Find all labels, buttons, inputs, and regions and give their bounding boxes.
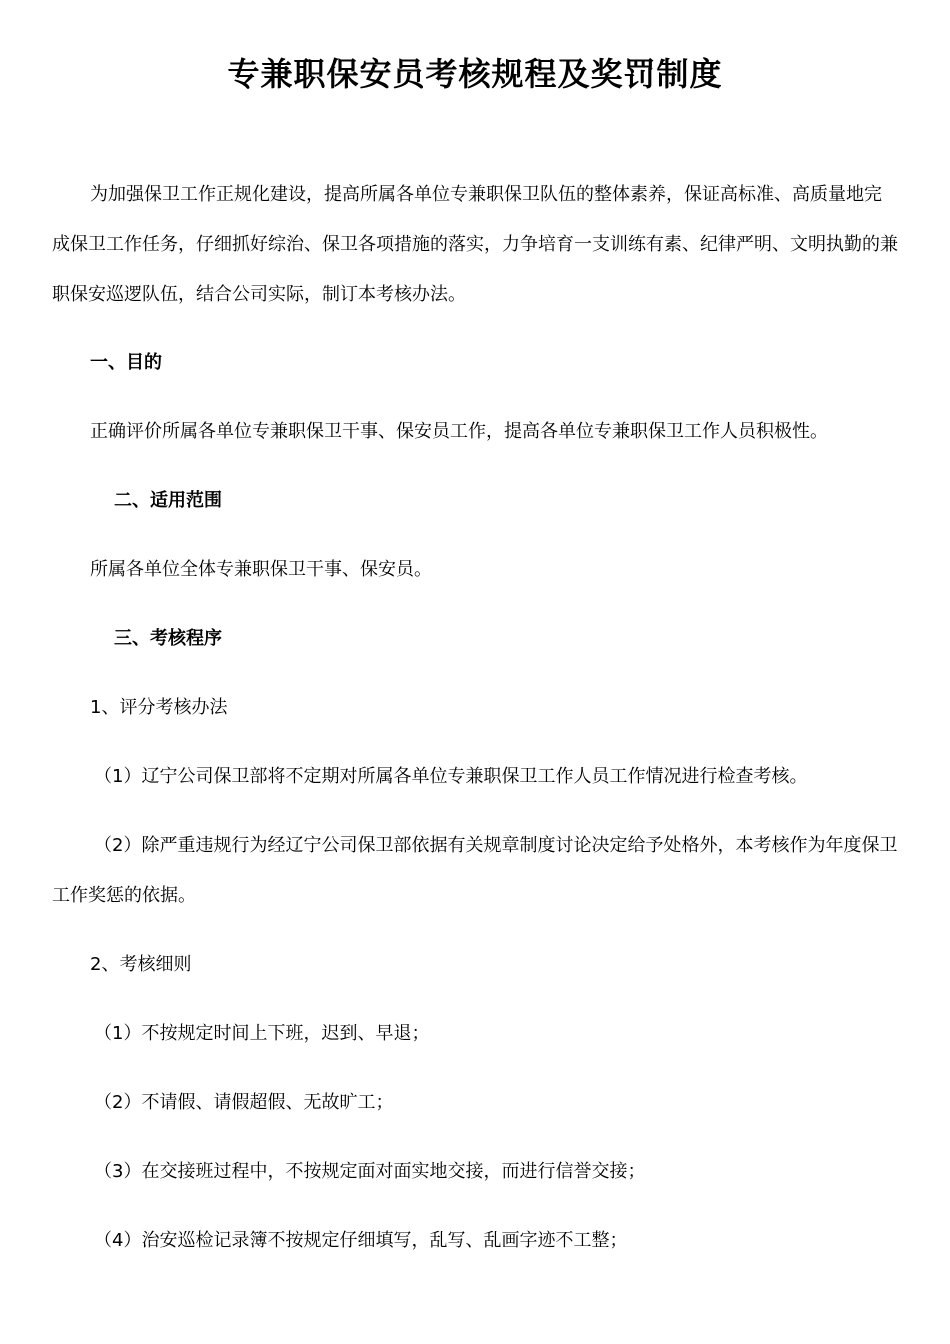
document-title: 专兼职保安员考核规程及奖罚制度 xyxy=(227,55,723,93)
rule-item-1: （1）不按规定时间上下班，迟到、早退； xyxy=(94,1023,430,1044)
intro-paragraph: 为加强保卫工作正规化建设，提高所属各单位专兼职保卫队伍的整体素养，保证高标准、高质量地完成保卫工作任务，仔细抓好综治、保卫各项措施的落实，力争培育一支训练有素、纪律严明、文明执勤的兼职保安巡逻队伍，结合公司实际，制订本考核办法。 xyxy=(52,184,898,305)
scoring-item-2: （2）除严重违规行为经辽宁公司保卫部依据有关规章制度讨论决定给予处格外，本考核作为年度保卫工作奖惩的依据。 xyxy=(52,835,898,906)
section-text-purpose: 正确评价所属各单位专兼职保卫干事、保安员工作，提高各单位专兼职保卫工作人员积极性。 xyxy=(90,421,828,442)
rule-item-3: （3）在交接班过程中，不按规定面对面实地交接，而进行信誉交接； xyxy=(94,1161,646,1182)
rule-item-4: （4）治安巡检记录簿不按规定仔细填写，乱写、乱画字迹不工整； xyxy=(94,1230,628,1251)
section-heading-procedure: 三、考核程序 xyxy=(114,628,222,649)
section-text-scope: 所属各单位全体专兼职保卫干事、保安员。 xyxy=(90,559,432,580)
subsection-heading-scoring: 1、评分考核办法 xyxy=(90,697,228,718)
rule-item-2: （2）不请假、请假超假、无故旷工； xyxy=(94,1092,394,1113)
subsection-heading-rules: 2、考核细则 xyxy=(90,954,192,975)
scoring-item-1: （1）辽宁公司保卫部将不定期对所属各单位专兼职保卫工作人员工作情况进行检查考核。 xyxy=(94,766,808,787)
section-heading-purpose: 一、目的 xyxy=(90,352,162,373)
section-heading-scope: 二、适用范围 xyxy=(114,490,222,511)
